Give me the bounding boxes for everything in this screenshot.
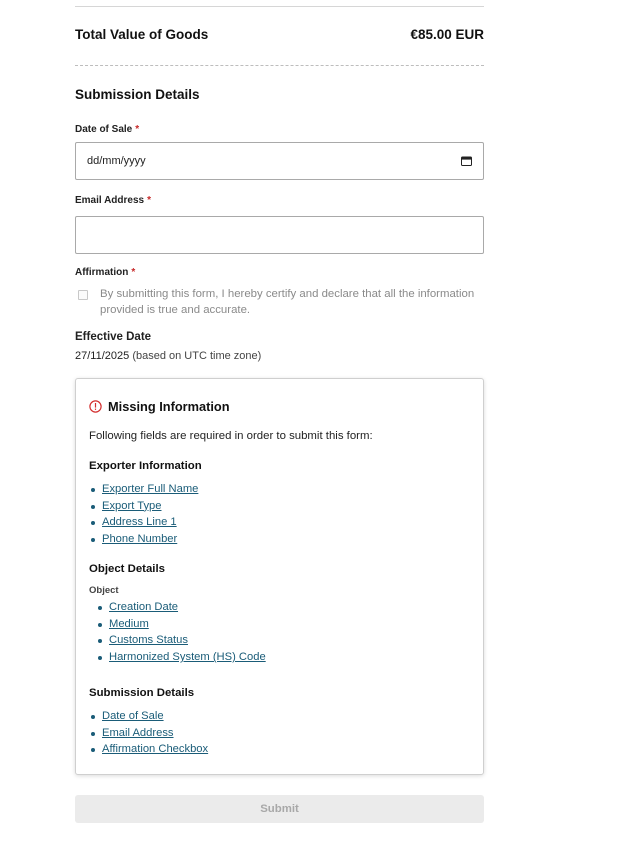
email-address-input[interactable]	[75, 216, 484, 254]
warning-circle-icon	[89, 400, 102, 413]
list-item	[102, 481, 198, 498]
missing-information-header	[89, 399, 230, 414]
submit-button[interactable]: Submit	[75, 795, 484, 823]
list-item	[109, 599, 266, 616]
list-item	[109, 616, 266, 633]
date-of-sale-input[interactable]	[75, 142, 484, 180]
link-export-type[interactable]: Export Type	[102, 499, 162, 512]
submission-details-title: Submission Details	[75, 87, 200, 102]
required-asterisk: *	[147, 195, 152, 206]
link-exporter-full-name[interactable]: Exporter Full Name	[102, 483, 199, 495]
list-item	[109, 649, 266, 666]
list-item	[109, 632, 266, 649]
date-of-sale-placeholder: dd/mm/yyyy	[87, 155, 146, 167]
object-missing-list	[109, 599, 266, 666]
missing-information-panel	[75, 378, 484, 775]
link-customs-status[interactable]: Customs Status	[109, 634, 188, 647]
link-affirmation-checkbox[interactable]: Affirmation Checkbox	[102, 743, 209, 756]
link-address-line-1[interactable]: Address Line 1	[102, 516, 177, 529]
calendar-icon[interactable]	[461, 156, 472, 166]
link-medium[interactable]: Medium	[109, 617, 149, 630]
list-item	[102, 741, 208, 758]
list-item	[102, 531, 198, 548]
list-item	[102, 514, 198, 531]
link-phone-number[interactable]: Phone Number	[102, 533, 178, 546]
effective-date-value	[75, 350, 261, 362]
object-sublabel: Object	[89, 585, 119, 596]
affirmation-row	[75, 286, 484, 318]
effective-date-note: (based on UTC time zone)	[132, 350, 262, 362]
link-hs-code[interactable]: Harmonized System (HS) Code	[109, 651, 266, 664]
date-of-sale-label	[75, 124, 139, 135]
missing-information-intro: Following fields are required in order to submit this form:	[89, 430, 373, 442]
affirmation-label-text: Affirmation	[75, 267, 129, 278]
email-address-label-text: Email Address	[75, 195, 145, 206]
list-item	[102, 725, 208, 742]
submission-details-missing-title: Submission Details	[89, 687, 195, 699]
total-value-row	[75, 27, 484, 42]
list-item	[102, 708, 208, 725]
exporter-missing-list	[102, 481, 198, 548]
total-value-label: Total Value of Goods	[75, 27, 209, 42]
link-creation-date[interactable]: Creation Date	[109, 601, 179, 613]
exporter-information-title: Exporter Information	[89, 460, 202, 472]
submission-missing-list	[102, 708, 208, 758]
required-asterisk: *	[131, 267, 136, 278]
list-item	[102, 498, 198, 515]
divider	[75, 6, 484, 7]
affirmation-text: By submitting this form, I hereby certify and declare that all the information provided is true and accurate.	[100, 288, 475, 316]
total-value-amount: €85.00 EUR	[410, 27, 484, 42]
object-details-title: Object Details	[89, 563, 165, 575]
affirmation-label	[75, 267, 135, 278]
effective-date: 27/11/2025	[75, 350, 130, 362]
missing-information-title: Missing Information	[108, 399, 230, 414]
email-address-label	[75, 195, 151, 206]
effective-date-title: Effective Date	[75, 331, 152, 343]
affirmation-checkbox[interactable]	[78, 290, 88, 300]
dashed-divider	[75, 65, 484, 66]
link-date-of-sale[interactable]: Date of Sale	[102, 710, 164, 722]
link-email-address[interactable]: Email Address	[102, 726, 174, 739]
required-asterisk: *	[135, 124, 140, 135]
date-of-sale-label-text: Date of Sale	[75, 124, 133, 135]
